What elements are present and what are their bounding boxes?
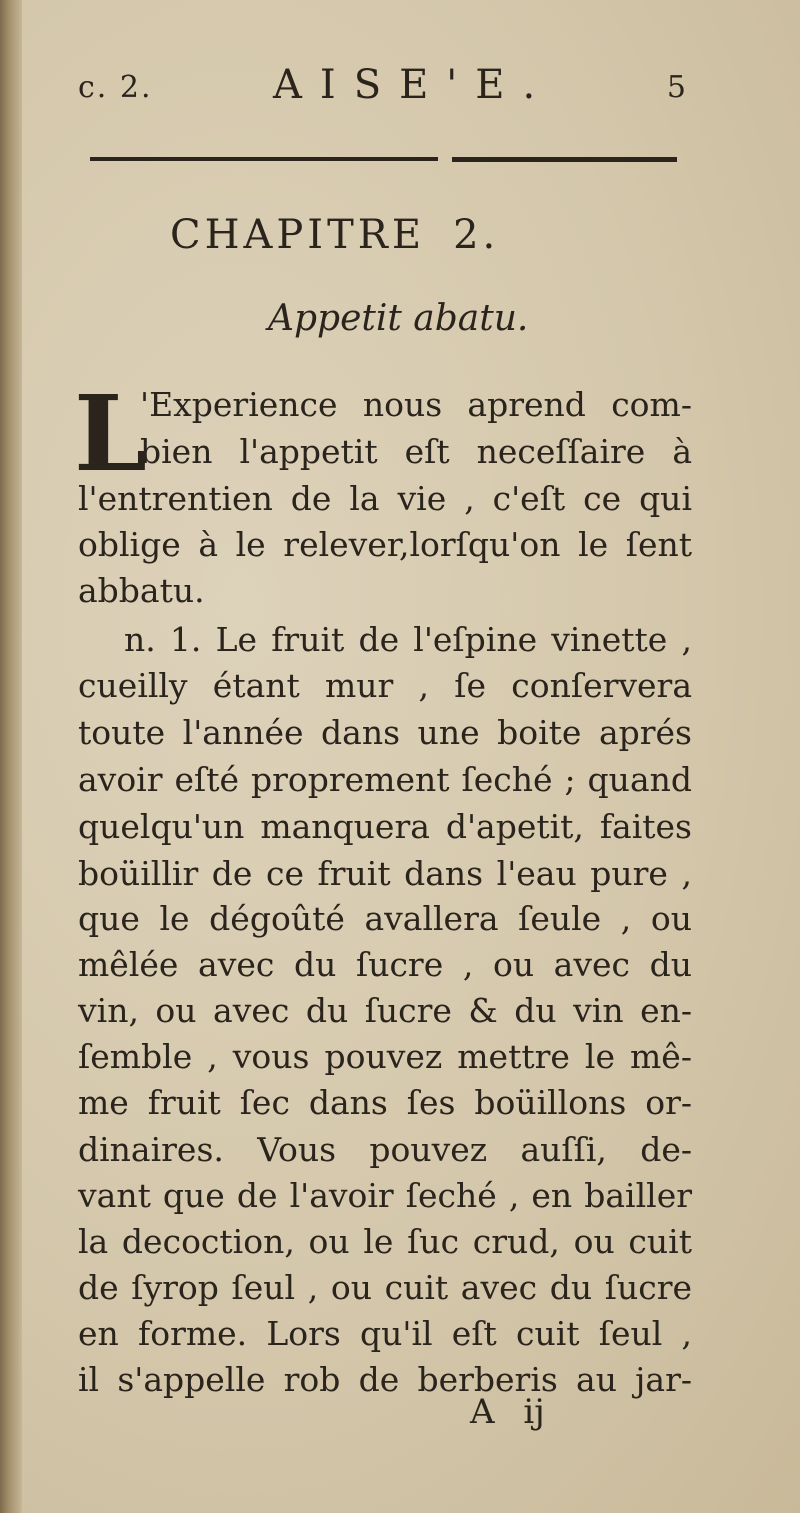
text-line: boüillir de ce fruit dans l'eau pure , xyxy=(78,854,692,893)
text-line: il s'appelle rob de berberis au jar- xyxy=(78,1360,692,1399)
drop-cap: L xyxy=(74,372,148,495)
book-binding-edge xyxy=(0,0,22,1513)
text-line: oblige à le relever,lorſqu'on le ſent xyxy=(78,525,692,564)
text-line: bien l'appetit eſt neceſſaire à xyxy=(140,432,692,471)
text-line: toute l'année dans une boite aprés xyxy=(78,713,692,752)
header-rule-left xyxy=(90,157,438,161)
chapter-subtitle: Appetit abatu. xyxy=(268,298,529,339)
chapter-label: CHAPITRE xyxy=(170,212,426,258)
text-line: que le dégoûté avallera ſeule , ou xyxy=(78,899,692,938)
text-line: abbatu. xyxy=(78,571,205,610)
running-head-title: AISE'E. xyxy=(273,62,554,108)
text-line: en forme. Lors qu'il eſt cuit ſeul , xyxy=(78,1314,692,1353)
text-line: la decoction, ou le ſuc crud, ou cuit xyxy=(78,1222,692,1261)
text-line: mêlée avec du ſucre , ou avec du xyxy=(78,945,692,984)
page-number: 5 xyxy=(666,70,688,105)
text-line: cueilly étant mur , ſe conſervera xyxy=(78,666,692,705)
text-line: l'entrentien de la vie , c'eſt ce qui xyxy=(78,479,692,518)
running-head-chapter: c. 2. xyxy=(78,70,153,105)
text-line: n. 1. Le fruit de l'eſpine vinette , xyxy=(124,620,692,659)
text-line: ſemble , vous pouvez mettre le mê- xyxy=(78,1037,692,1076)
signature-mark: A ij xyxy=(470,1392,545,1432)
text-line: vin, ou avec du ſucre & du vin en- xyxy=(78,991,692,1030)
text-line: de ſyrop ſeul , ou cuit avec du ſucre xyxy=(78,1268,692,1307)
text-line: dinaires. Vous pouvez auſſi, de- xyxy=(78,1130,692,1169)
text-line: vant que de l'avoir ſeché , en bailler xyxy=(78,1176,692,1215)
text-line: 'Experience nous aprend com- xyxy=(140,385,692,424)
chapter-number: 2. xyxy=(453,212,500,258)
text-line: me fruit ſec dans ſes boüillons or- xyxy=(78,1083,692,1122)
chapter-title xyxy=(170,212,499,258)
running-head xyxy=(78,62,698,122)
header-rule-right xyxy=(452,157,677,162)
text-line: quelqu'un manquera d'apetit, faites xyxy=(78,807,692,846)
text-line: avoir eſté proprement ſeché ; quand xyxy=(78,760,692,799)
